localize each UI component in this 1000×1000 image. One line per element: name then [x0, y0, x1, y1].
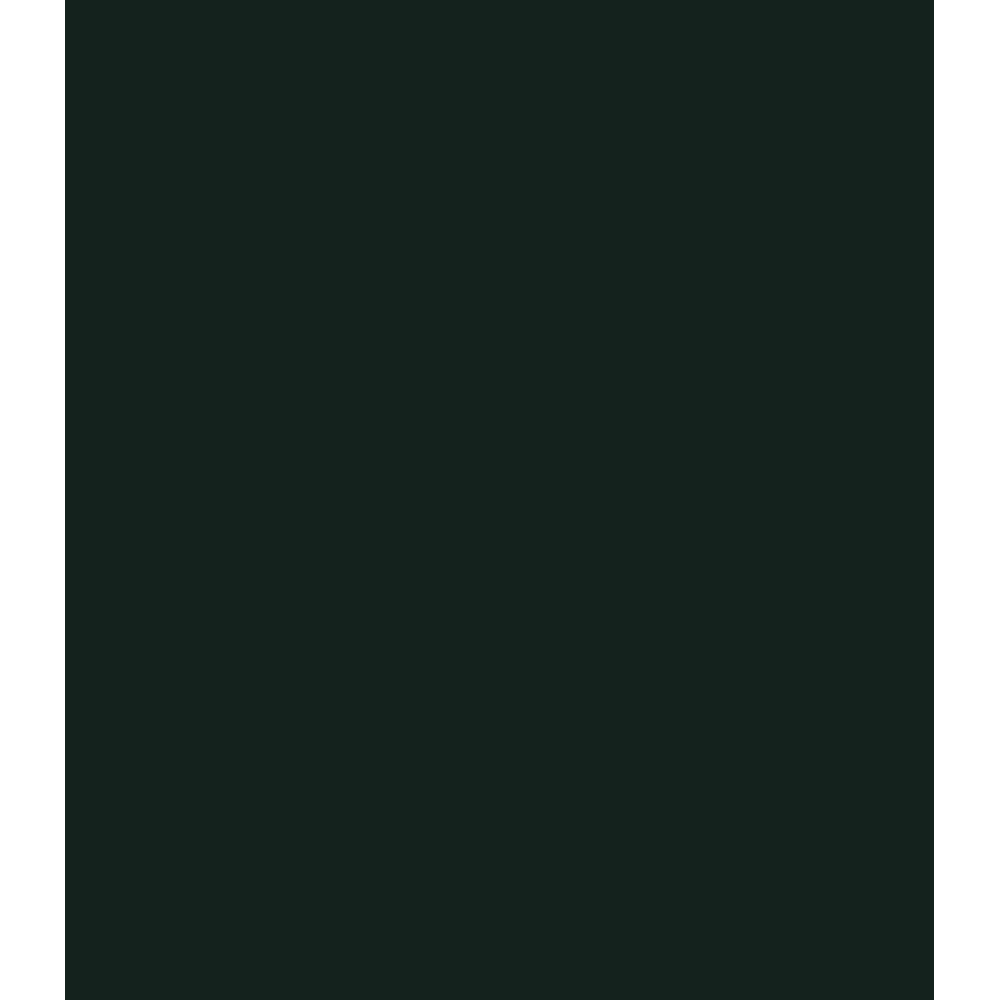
feeding-chart-panel — [65, 0, 934, 1000]
